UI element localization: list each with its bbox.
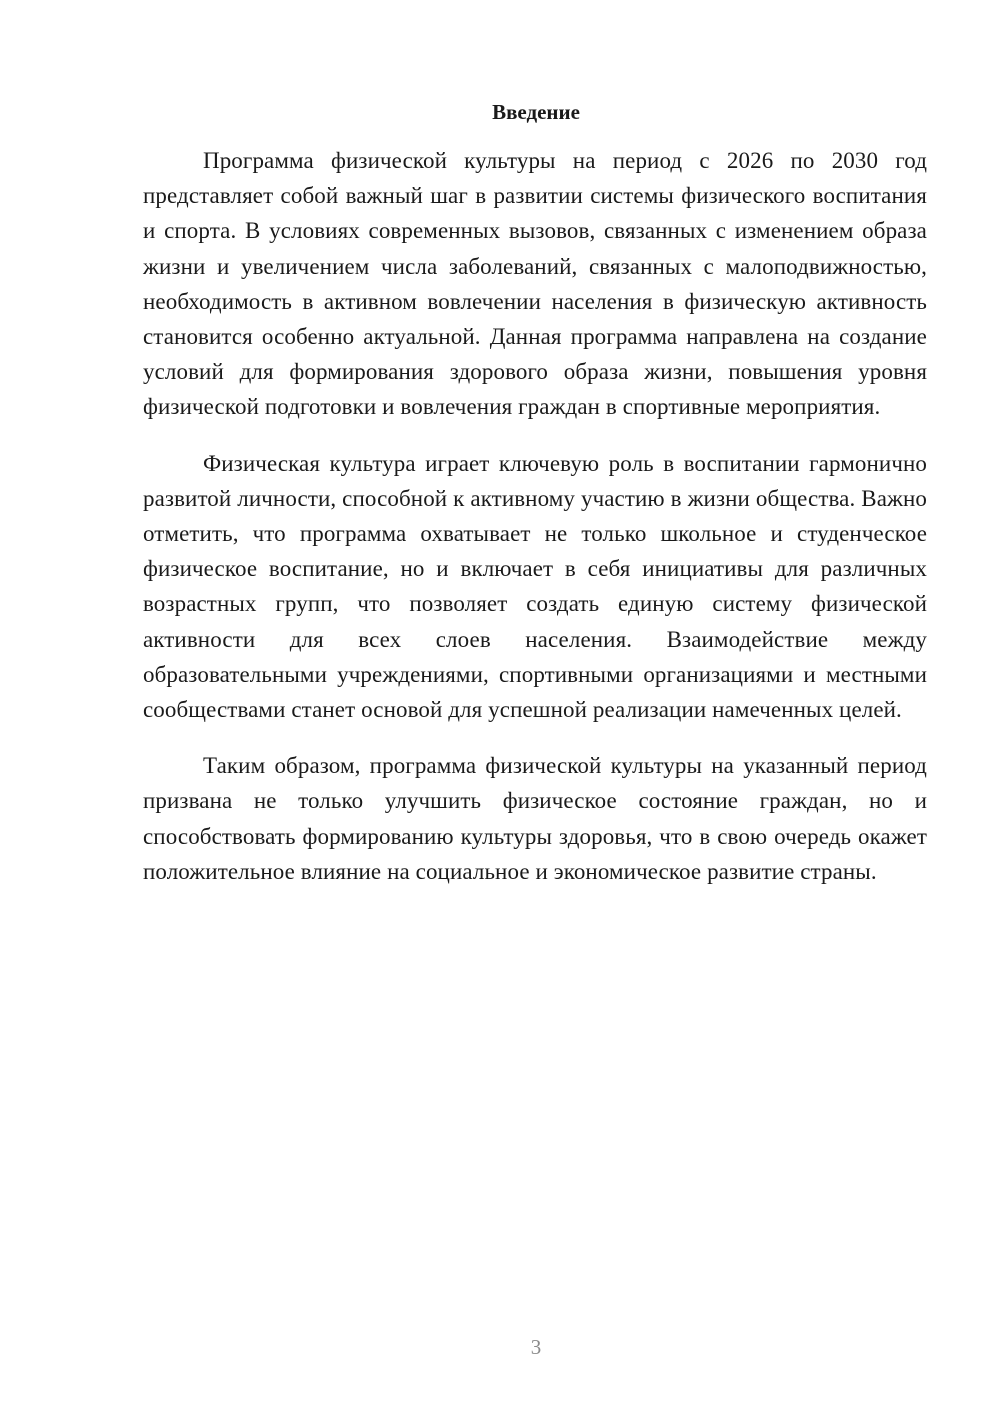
page-content xyxy=(143,96,927,889)
paragraph-1: Программа физической культуры на период с 2026 по 2030 год представляет собой важный шаг в развитии системы физического воспитания и спорта. В условиях современных вызовов, связанных с изменением образа жизни и увеличением числа заболеваний, связанных с малоподвижностью, необходимость в активном вовлечении населения в физическую активность становится особенно актуальной. Данная программа направлена на создание условий для формирования здорового образа жизни, повышения уровня физической подготовки и вовлечения граждан в спортивные мероприятия. xyxy=(143,148,927,420)
section-heading: Введение xyxy=(492,100,580,124)
paragraph-3: Таким образом, программа физической культуры на указанный период призвана не только улучшить физическое состояние граждан, но и способствовать формированию культуры здоровья, что в свою очередь окажет положительное влияние на социальное и экономическое развитие страны. xyxy=(143,753,927,884)
page-number: 3 xyxy=(530,1335,542,1359)
paragraph-2: Физическая культура играет ключевую роль в воспитании гармонично развитой личности, способной к активному участию в жизни общества. Важно отметить, что программа охватывает не только школьное и студенческое физическое воспитание, но и включает в себя инициативы для различных возрастных групп, что позволяет создать единую систему физической активности для всех слоев населения. Взаимодействие между образовательными учреждениями, спортивными организациями и местными сообществами станет основой для успешной реализации намеченных целей. xyxy=(143,450,927,723)
